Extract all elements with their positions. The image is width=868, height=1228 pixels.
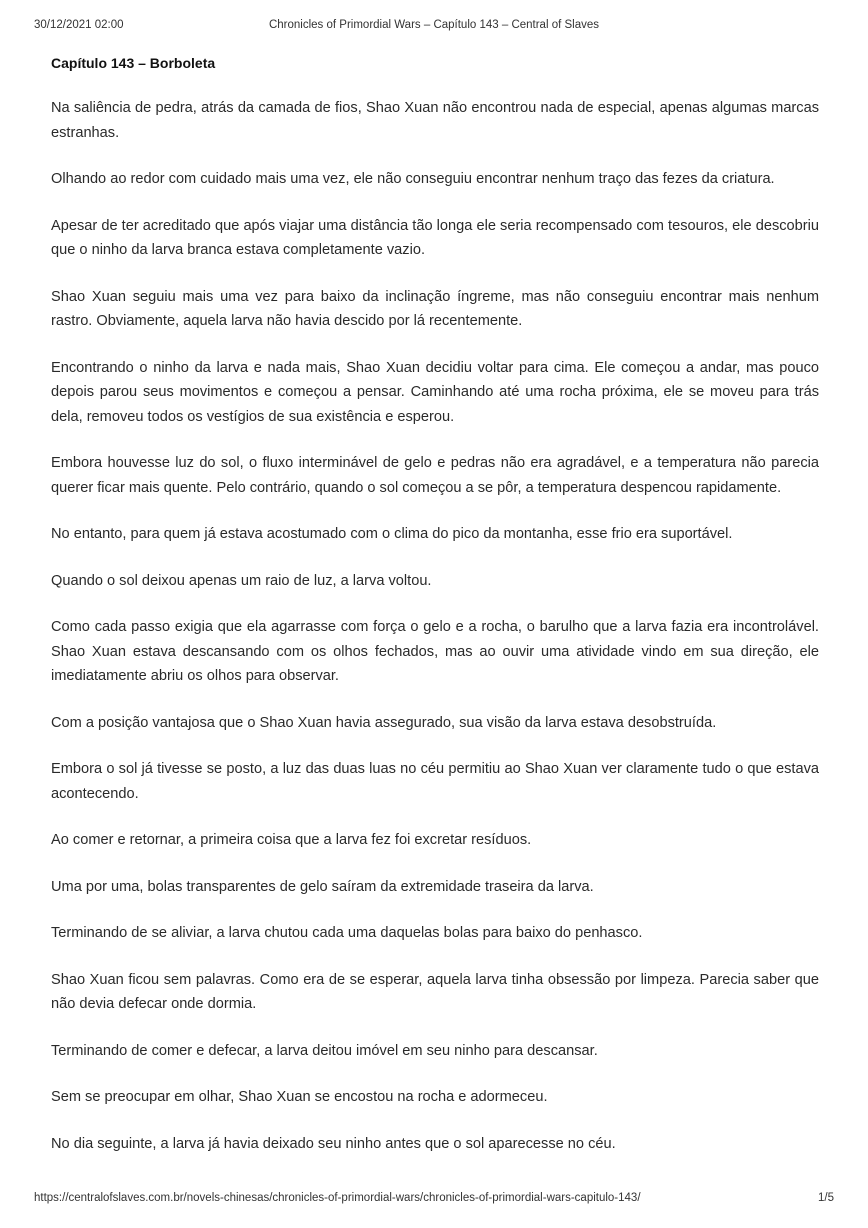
paragraph: Com a posição vantajosa que o Shao Xuan havia assegurado, sua visão da larva estava desobstruída. (51, 714, 717, 731)
paragraph: No dia seguinte, a larva já havia deixado seu ninho antes que o sol aparecesse no céu. (51, 1135, 616, 1152)
paragraph: Apesar de ter acreditado que após viajar uma distância tão longa ele seria recompensado com tesouros, ele descobriu que o ninho da larva branca estava completamente vazio. (51, 217, 819, 258)
paragraph: Uma por uma, bolas transparentes de gelo saíram da extremidade traseira da larva. (51, 878, 594, 895)
page-number: 1/5 (818, 1192, 834, 1204)
paragraph: Shao Xuan seguiu mais uma vez para baixo da inclinação íngreme, mas não conseguiu encontrar mais nenhum rastro. Obviamente, aquela larva não havia descido por lá recentemente. (51, 288, 819, 329)
chapter-title: Capítulo 143 – Borboleta (51, 55, 216, 71)
paragraph: Terminando de comer e defecar, a larva deitou imóvel em seu ninho para descansar. (51, 1042, 598, 1059)
paragraph: Sem se preocupar em olhar, Shao Xuan se encostou na rocha e adormeceu. (51, 1089, 548, 1105)
print-footer (34, 1192, 834, 1208)
print-header (34, 19, 834, 35)
print-page-title: Chronicles of Primordial Wars – Capítulo 143 – Central of Slaves (268, 19, 600, 31)
page-url-link[interactable]: https://centralofslaves.com.br/novels-chinesas/chronicles-of-primordial-wars/chronicles-of-primordial-wars-capitulo-143/ (34, 1192, 641, 1204)
chapter-content (51, 54, 819, 1178)
paragraph: Encontrando o ninho da larva e nada mais, Shao Xuan decidiu voltar para cima. Ele começou a andar, mas pouco depois parou seus movimentos e começou a pensar. Caminhando até uma rocha próxima, ele se moveu para trás dela, removeu todos os vestígios de sua existência e esperou. (51, 359, 819, 425)
paragraph: Embora o sol já tivesse se posto, a luz das duas luas no céu permitiu ao Shao Xuan ver claramente tudo o que estava acontecendo. (51, 761, 819, 802)
paragraph: Olhando ao redor com cuidado mais uma vez, ele não conseguiu encontrar nenhum traço das fezes da criatura. (51, 171, 775, 187)
paragraph: Como cada passo exigia que ela agarrasse com força o gelo e a rocha, o barulho que a larva fazia era incontrolável. Shao Xuan estava descansando com os olhos fechados, mas ao ouvir uma atividade vindo em sua direção, ele imediatamente abriu os olhos para observar. (51, 619, 819, 684)
paragraph: Shao Xuan ficou sem palavras. Como era de se esperar, aquela larva tinha obsessão por limpeza. Parecia saber que não devia defecar onde dormia. (51, 971, 819, 1012)
paragraph: Na saliência de pedra, atrás da camada de fios, Shao Xuan não encontrou nada de especial, apenas algumas marcas estranhas. (51, 100, 819, 141)
paragraph: No entanto, para quem já estava acostumado com o clima do pico da montanha, esse frio era suportável. (51, 526, 733, 542)
print-datetime: 30/12/2021 02:00 (34, 19, 124, 31)
paragraph: Embora houvesse luz do sol, o fluxo interminável de gelo e pedras não era agradável, e a temperatura não parecia querer ficar mais quente. Pelo contrário, quando o sol começou a se pôr, a temperatura despencou rapidamente. (51, 455, 819, 496)
paragraph: Terminando de se aliviar, a larva chutou cada uma daquelas bolas para baixo do penhasco. (51, 925, 643, 941)
paragraph: Quando o sol deixou apenas um raio de luz, a larva voltou. (51, 572, 432, 589)
paragraph: Ao comer e retornar, a primeira coisa que a larva fez foi excretar resíduos. (51, 832, 532, 848)
